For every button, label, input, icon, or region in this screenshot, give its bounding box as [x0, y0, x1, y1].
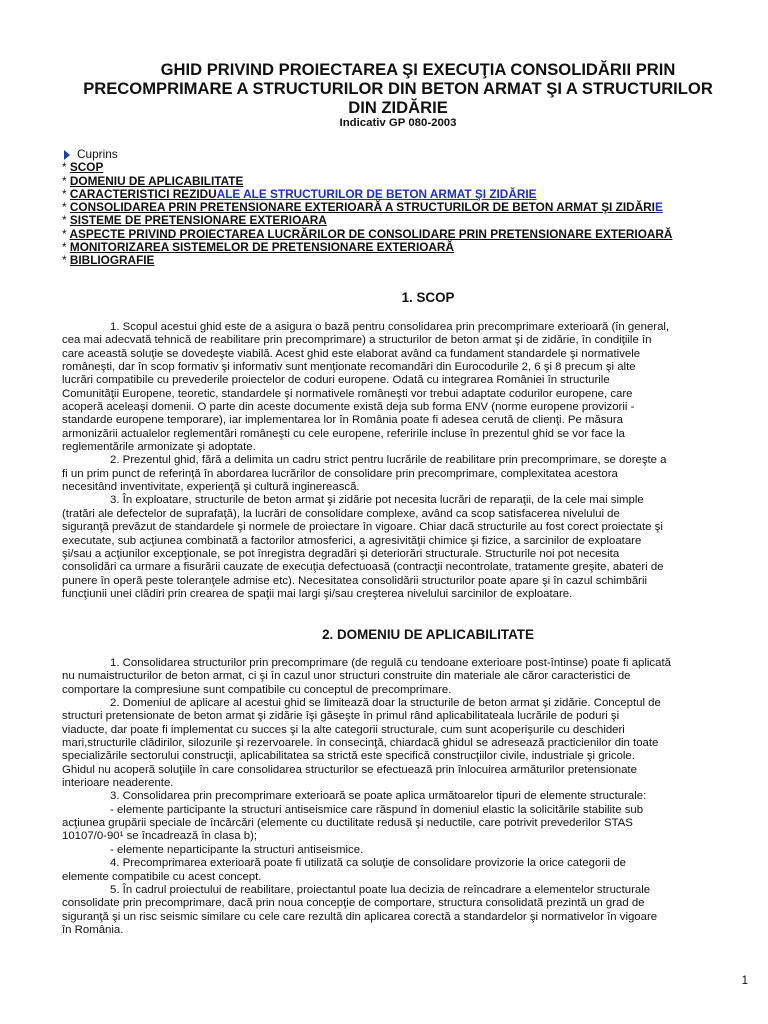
- bullet-star: *: [62, 173, 67, 188]
- section-title-domeniu: 2. DOMENIU DE APLICABILITATE: [322, 627, 534, 642]
- paragraph-line: 3. Consolidarea prin precomprimare exterioară se poate aplica următoarelor tipuri de elemente structurale:: [110, 790, 647, 803]
- toc-link[interactable]: CONSOLIDAREA PRIN PRETENSIONARE EXTERIOARĂ A STRUCTURILOR DE BETON ARMAT ŞI ZIDĂRI: [69, 200, 655, 215]
- expand-arrow-icon[interactable]: [64, 150, 70, 160]
- paragraph-line: standarde europene temporare), iar implementarea lor în România poate fi adesea cerută de clienţi. Pe măsura: [62, 414, 623, 427]
- title-line: PRECOMPRIMARE A STRUCTURILOR DIN BETON ARMAT ŞI A STRUCTURILOR: [83, 79, 713, 98]
- title-line: DIN ZIDĂRIE: [348, 98, 448, 117]
- paragraph-line: elemente compatibile cu acest concept.: [62, 870, 262, 883]
- paragraph-line: specializările sectorului construcţii, aplicabilitatea sa strictă este specifică construcţiilor civile, industriale şi gricole.: [62, 750, 635, 763]
- paragraph-line: 2. Prezentul ghid, fără a delimita un cadru strict pentru lucrările de reabilitare prin precomprimare, se doreşte a: [110, 454, 667, 467]
- paragraph-line: mari,structurile clădirilor, silozurile şi rezervoarele. în consecinţă, chiardacă ghidul se adresează practicienilor din toate: [62, 737, 659, 750]
- paragraph-line: 3. În exploatare, structurile de beton armat şi zidărie pot necesita lucrări de reparaţii, de la cele mai simple: [110, 494, 644, 507]
- paragraph-line: româneşti, dar în scop formativ şi informativ sunt menţionate recomandări din Eurocodurile 2, 6 şi 8 precum şi alte: [62, 361, 636, 374]
- paragraph-line: interioare neaderente.: [62, 777, 174, 790]
- paragraph-line: consolidate prin precomprimare, dacă prin noua concepţie de comportare, structura consolidată prezintă un grad de: [62, 897, 645, 910]
- paragraph-line: în România.: [62, 923, 124, 936]
- table-of-contents: [62, 148, 752, 268]
- toc-heading-label: Cuprins: [77, 147, 118, 161]
- bullet-star: *: [62, 200, 67, 215]
- page-number: 1: [741, 975, 748, 987]
- paragraph-line: - elemente participante la structuri antiseismice care răspund în domeniul elastic la solicitările stabilite sub: [110, 803, 644, 816]
- paragraph-line: siguranţă şi un risc seismic similare cu cele care rezultă din aplicarea corectă a standardelor şi normativelor în vigoare: [62, 910, 658, 923]
- document-title: [40, 60, 756, 117]
- toc-link[interactable]: ASPECTE PRIVIND PROIECTAREA LUCRĂRILOR DE CONSOLIDARE PRIN PRETENSIONARE EXTERIOARĂ: [69, 226, 673, 241]
- paragraph-line: armonizării actualelor reglementări româneşti cu cele europene, referirile incluse în prezentul ghid se vor face la: [62, 427, 625, 440]
- paragraph-line: funcţiunii unei clădiri prin crearea de spaţii mai largi şi/sau creşterea nivelului sarcinilor de exploatare.: [62, 587, 573, 600]
- toc-link[interactable]: SISTEME DE PRETENSIONARE EXTERIOARA: [69, 213, 327, 228]
- paragraph-line: siguranţă prevăzut de standardele şi normele de proiectare în vigoare. Chiar dacă structurile au fost corect proiectate şi: [62, 521, 663, 534]
- paragraph-line: Comunităţii Europene, teoretic, standardele şi normativele româneşti vor trebui adaptate codurilor europene, care: [62, 387, 633, 400]
- paragraph-line: 5. În cadrul proiectului de reabilitare, proiectantul poate lua decizia de reîncadrare a elementelor structurale: [110, 883, 651, 896]
- paragraph-line: şi/sau a acţiunilor excepţionale, se pot înregistra degradări şi deteriorări structurale. Structurile noi pot necesita: [62, 547, 620, 560]
- bullet-star: *: [62, 186, 67, 201]
- toc-link-blue[interactable]: ALE ALE STRUCTURILOR DE BETON ARMAT ŞI ZIDĂRIE: [216, 186, 537, 201]
- paragraph-line: comportare la compresiune sunt compatibile cu conceptul de precomprimare.: [62, 683, 452, 696]
- toc-link[interactable]: BIBLIOGRAFIE: [69, 253, 155, 268]
- toc-link[interactable]: SCOP: [69, 160, 104, 175]
- toc-link[interactable]: CARACTERISTICI REZIDU: [69, 186, 217, 201]
- paragraph-line: structuri pretensionate de beton armat şi zidărie îşi găseşte în primul rând aplicabilitateala lucrările de poduri şi: [62, 710, 620, 723]
- paragraph-line: necesitând inventivitate, experienţă şi cultură inginerească.: [62, 481, 360, 494]
- paragraph-line: (tratări ale defectelor de suprafaţă), la lucrări de consolidare complexe, având ca scop satisfacerea nivelului de: [62, 507, 620, 520]
- toc-item-sisteme[interactable]: [62, 214, 752, 227]
- paragraph-line: 10107/0-90¹ se încadrează în clasa b);: [62, 830, 258, 843]
- paragraph-line: acţiunea grupării speciale de încărcări (elemente cu ductilitate redusă şi neductile, care potrivit prevederilor STAS: [62, 817, 633, 830]
- paragraph-line: acoperă aceleaşi domenii. O parte din aceste documente există deja sub forma ENV (norme europene provizorii -: [62, 401, 635, 414]
- bullet-star: *: [62, 253, 67, 268]
- paragraph-line: - elemente neparticipante la structuri antiseismice.: [110, 843, 364, 856]
- paragraph-line: 1. Scopul acestui ghid este de a asigura o bază pentru consolidarea prin precomprimare exterioară (în general,: [110, 321, 670, 333]
- toc-link[interactable]: DOMENIU DE APLICABILITATE: [69, 173, 244, 188]
- paragraph-line: 2. Domeniul de aplicare al acestui ghid se limitează doar la structurile de beton armat şi zidărie. Conceptul de: [110, 697, 661, 710]
- toc-link-blue[interactable]: E: [654, 200, 663, 215]
- section-body-domeniu: [62, 657, 742, 937]
- paragraph-line: executate, sub acţiunea combinată a factorilor atmosferici, a agresivităţii chimice şi fizice, a sarcinilor de exploatare: [62, 534, 642, 547]
- toc-heading[interactable]: [62, 148, 752, 161]
- toc-item-caracteristici[interactable]: [62, 188, 752, 201]
- document-indicativ: Indicativ GP 080-2003: [339, 117, 457, 129]
- paragraph-line: cea mai adecvată tehnică de reabilitare prin precomprimare) a structurilor de beton armat şi de zidărie, în condiţiile în: [62, 334, 652, 347]
- paragraph-line: consolidări ca urmare a fisurării cauzate de execuţia defectuoasă (contracţii necontrolate, tratamente greşite, abateri de: [62, 561, 664, 574]
- paragraph-line: reglementările armonizate şi adoptate.: [62, 441, 256, 454]
- section-title-scop: 1. SCOP: [401, 290, 455, 305]
- paragraph-line: lucrări compatibile cu prevederile proiectelor de coduri europene. Odată cu integrarea României în structurile: [62, 374, 610, 387]
- paragraph-line: Ghidul nu acoperă soluţiile în care consolidarea structurilor se efectuează prin înlocuirea armăturilor pretensionate: [62, 763, 637, 776]
- toc-item-consolidarea[interactable]: [62, 201, 752, 214]
- bullet-star: *: [62, 240, 67, 255]
- paragraph-line: nu numaistructurilor de beton armat, ci şi în cazul unor structuri construite din materiale ale căror caracteristici de: [62, 670, 631, 683]
- paragraph-line: care această soluţie se dovedeşte viabilă. Acest ghid este elaborat având ca fundament standardele şi normativele: [62, 347, 641, 360]
- bullet-star: *: [62, 160, 67, 175]
- section-body-scop: [62, 321, 742, 601]
- toc-link[interactable]: MONITORIZAREA SISTEMELOR DE PRETENSIONARE EXTERIOARĂ: [69, 240, 454, 255]
- paragraph-line: 4. Precomprimarea exterioară poate fi utilizată ca soluţie de consolidare provizorie la orice categorii de: [110, 857, 627, 870]
- bullet-star: *: [62, 226, 67, 241]
- toc-item-bibliografie[interactable]: [62, 254, 752, 267]
- paragraph-line: punere în operă peste toleranţele admise etc). Necesitatea consolidării structurilor poate apare şi în cazul schimbării: [62, 574, 648, 587]
- bullet-star: *: [62, 213, 67, 228]
- paragraph-line: viaducte, dar poate fi implementat cu succes şi la alte categorii structurale, cum sunt acoperişurile cu deschideri: [62, 723, 625, 736]
- toc-item-aspecte[interactable]: [62, 228, 752, 241]
- toc-item-monitorizarea[interactable]: [62, 241, 752, 254]
- paragraph-line: 1. Consolidarea structurilor prin precomprimare (de regulă cu tendoane exterioare post-întinse) poate fi aplicată: [110, 657, 671, 669]
- paragraph-line: fi un prim punct de referinţă în abordarea lucrărilor de consolidare prin precomprimare, complexitatea acestora: [62, 467, 618, 480]
- toc-item-scop[interactable]: [62, 161, 752, 174]
- title-line: GHID PRIVIND PROIECTAREA ŞI EXECUŢIA CONSOLIDĂRII PRIN: [160, 60, 676, 79]
- toc-item-domeniu[interactable]: [62, 175, 752, 188]
